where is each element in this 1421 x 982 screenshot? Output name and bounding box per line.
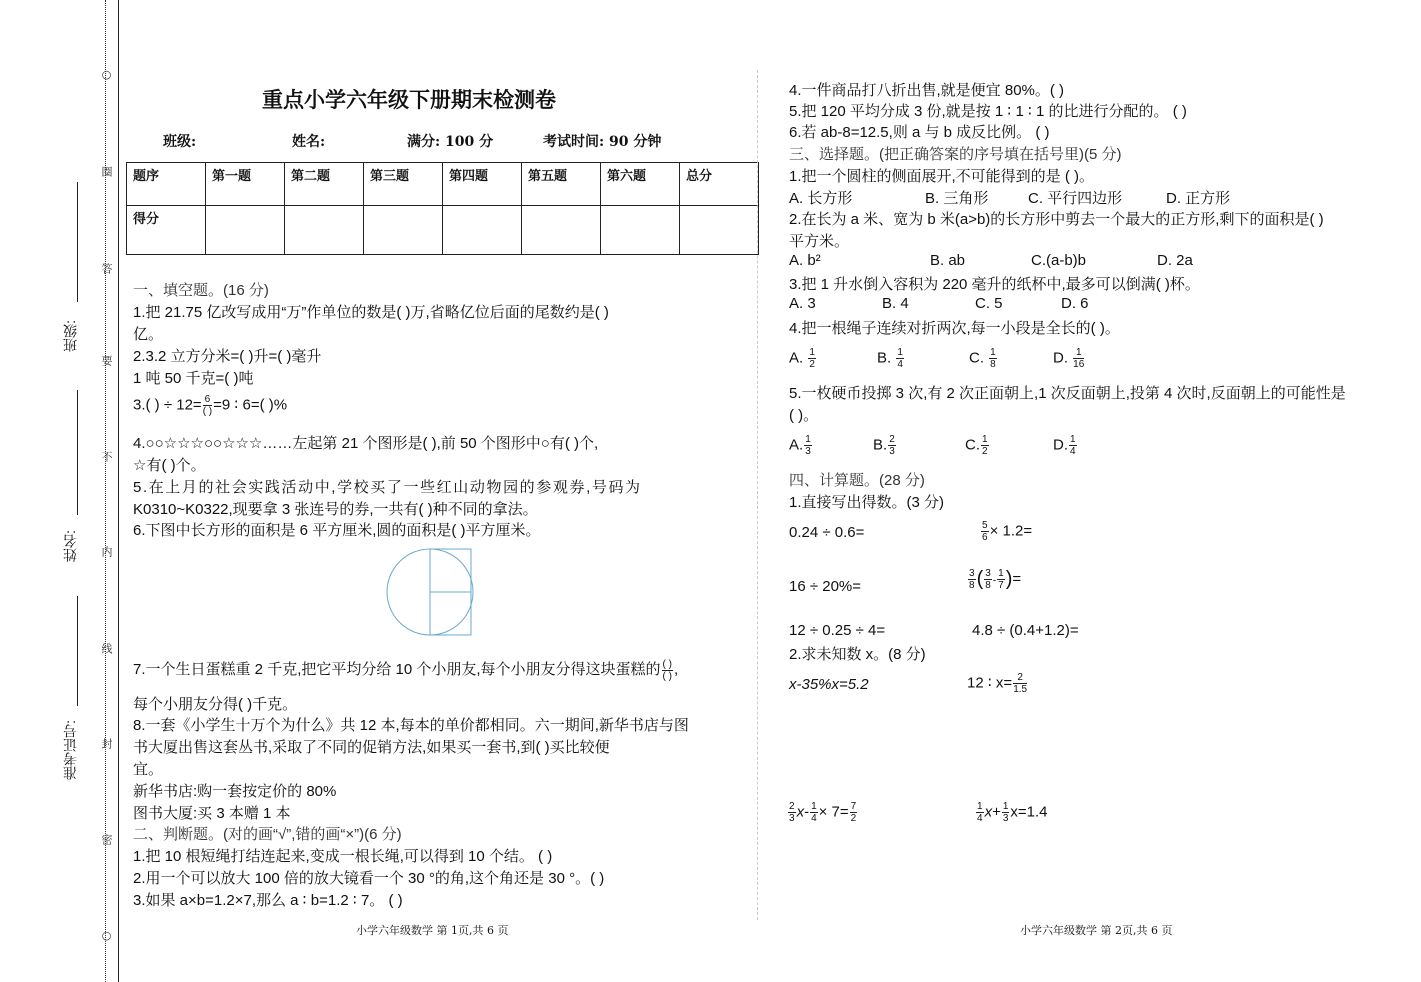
option-label: D. xyxy=(1053,436,1068,454)
section-judge-title: 二、判断题。(对的画“√”,错的画“×”)(6 分) xyxy=(133,826,402,843)
score-header: 第四题 xyxy=(443,163,522,206)
seal-char: 答 xyxy=(100,263,113,274)
score-header: 第三题 xyxy=(364,163,443,206)
frac-den: 4 xyxy=(1070,446,1076,457)
seal-char: ○ xyxy=(100,929,113,942)
frac-num: 1 xyxy=(897,347,903,358)
frac-num: 1 xyxy=(1073,347,1084,359)
score-cell[interactable] xyxy=(522,206,601,255)
score-header: 第一题 xyxy=(206,163,285,206)
q3-den: ( ) xyxy=(202,406,213,417)
option-label: A. xyxy=(789,349,804,367)
choice-1-option[interactable]: B. 三角形 xyxy=(925,190,989,207)
frac-num: 1 xyxy=(977,801,983,812)
score-header: 总分 xyxy=(680,163,759,206)
question-2a: 2.3.2 立方分米=( )升=( )毫升 xyxy=(133,348,322,365)
score-cell[interactable] xyxy=(285,206,364,255)
q7-fraction xyxy=(662,659,673,682)
frac-den: 8 xyxy=(990,359,996,370)
score-cell[interactable] xyxy=(443,206,522,255)
frac-num: 1 xyxy=(1002,801,1009,812)
option-label: B. xyxy=(873,436,888,454)
question-6: 6.下图中长方形的面积是 6 平方厘米,圆的面积是( )平方厘米。 xyxy=(133,522,541,539)
solve-1: x-35%x=5.2 xyxy=(789,676,869,693)
judge-2: 2.用一个可以放大 100 倍的放大镜看一个 30 °的角,这个角还是 30 °。( ) xyxy=(133,870,605,887)
info-class: 班级: xyxy=(163,134,197,150)
page-footer-1: 小学六年级数学 第 1页,共 6 页 xyxy=(356,924,509,937)
solve-title: 2.求未知数 x。(8 分) xyxy=(789,646,926,663)
choice-2b: 平方米。 xyxy=(789,233,850,250)
q7-den: ( ) xyxy=(662,670,672,682)
question-8c: 宜。 xyxy=(133,761,164,778)
solve-4: $\frac{1}{4}$ x+ $\frac{1}{3}$ x=1.4 xyxy=(977,801,1048,824)
choice-1-option[interactable]: A. 长方形 xyxy=(789,190,853,207)
frac-den: 16 xyxy=(1073,359,1085,370)
score-cell[interactable] xyxy=(364,206,443,255)
class-label: 班级: xyxy=(62,320,78,352)
choice-5-option[interactable] xyxy=(1053,434,1078,457)
judge-4: 4.一件商品打八折出售,就是便宜 80%。( ) xyxy=(789,82,1065,99)
choice-3-option[interactable]: B. 4 xyxy=(882,295,909,312)
q7-tail: , xyxy=(674,661,679,678)
choice-1-option[interactable]: C. 平行四边形 xyxy=(1028,190,1123,207)
frac-den: 2 xyxy=(982,446,988,457)
frac-num: 2 xyxy=(889,434,895,445)
score-header: 第五题 xyxy=(522,163,601,206)
frac-den: 2 xyxy=(850,813,857,824)
question-4b: ☆有( )个。 xyxy=(133,457,206,474)
score-header: 第二题 xyxy=(285,163,364,206)
info-name: 姓名: xyxy=(292,134,326,150)
choice-5b: ( )。 xyxy=(789,407,819,424)
choice-5-option[interactable] xyxy=(873,434,897,457)
solve-2 xyxy=(967,672,1028,695)
name-label: 姓名: xyxy=(62,530,78,562)
q3-post: =9 ∶ 6=( )% xyxy=(213,396,288,414)
e4-tail: = xyxy=(1012,570,1022,588)
seal-char: 封 xyxy=(100,738,113,749)
question-1: 1.把 21.75 亿改写成用“万”作单位的数是( )万,省略亿位后面的尾数约是( ) xyxy=(133,304,609,321)
question-5b: K0310~K0322,现要拿 3 张连号的券,一共有( )种不同的拿法。 xyxy=(133,501,538,518)
name-blank[interactable] xyxy=(77,390,78,515)
question-8a: 8.一套《小学生十万个为什么》共 12 本,每本的单价都相同。六一期间,新华书店与图 xyxy=(133,717,689,734)
frac-den: 8 xyxy=(985,580,991,591)
calc-e1: 0.24 ÷ 0.6= xyxy=(789,524,865,541)
question-7 xyxy=(133,658,678,682)
judge-3: 3.如果 a×b=1.2×7,那么 a ∶ b=1.2 ∶ 7。 ( ) xyxy=(133,892,403,909)
frac-den: 8 xyxy=(969,580,975,591)
seal-char: 线 xyxy=(100,643,113,654)
info-full-score: 满分: 100 分 xyxy=(407,134,494,150)
frac-num: 1 xyxy=(809,347,815,358)
choice-4-option[interactable] xyxy=(877,347,905,370)
seal-char: 密 xyxy=(100,834,113,845)
s4-tail: x=1.4 xyxy=(1010,803,1048,821)
frac-den: 3 xyxy=(889,446,895,457)
judge-1: 1.把 10 根短绳打结连起来,变成一根长绳,可以得到 10 个结。 ( ) xyxy=(133,848,553,865)
info-exam-time: 考试时间: 90 分钟 xyxy=(543,134,662,150)
frac-den: 3 xyxy=(805,446,811,457)
question-1-cont: 亿。 xyxy=(133,326,164,343)
score-table xyxy=(126,162,759,255)
choice-3-option[interactable]: A. 3 xyxy=(789,295,816,312)
frac-den: 4 xyxy=(811,813,817,824)
page-title: 重点小学六年级下册期末检测卷 xyxy=(262,87,556,112)
circle-rectangle-figure xyxy=(384,546,476,638)
choice-5a: 5.一枚硬币投掷 3 次,有 2 次正面朝上,1 次反面朝上,投第 4 次时,反面朝上的可能性是 xyxy=(789,385,1346,402)
solve-3: $\frac{2}{3}$ x- $\frac{1}{4}$ × 7= $\frac{7}{2}$ xyxy=(789,801,857,824)
frac-num: 1 xyxy=(990,347,996,358)
seal-char: ○ xyxy=(100,68,113,81)
choice-3: 3.把 1 升水倒入容积为 220 毫升的纸杯中,最多可以倒满( )杯。 xyxy=(789,276,1200,293)
choice-5-option[interactable] xyxy=(965,434,990,457)
frac-num: 3 xyxy=(985,568,991,579)
page-footer-2: 小学六年级数学 第 2页,共 6 页 xyxy=(1020,924,1173,937)
id-label: 准考证号: xyxy=(62,720,78,780)
section-fill-title: 一、填空题。(16 分) xyxy=(133,282,269,299)
choice-4-option[interactable] xyxy=(789,347,817,370)
q7-text: 7.一个生日蛋糕重 2 千克,把它平均分给 10 个小朋友,每个小朋友分得这块蛋糕的 xyxy=(133,661,661,678)
seal-char: 圈 xyxy=(100,166,113,177)
choice-3-option[interactable]: C. 5 xyxy=(975,295,1003,312)
question-2b: 1 吨 50 千克=( )吨 xyxy=(133,370,254,387)
calc-e3: 16 ÷ 20%= xyxy=(789,578,862,595)
frac-den: 4 xyxy=(977,813,983,824)
frac-den: 2 xyxy=(809,359,815,370)
frac-den: 7 xyxy=(998,580,1004,591)
seal-char: 内 xyxy=(100,546,113,557)
choice-2-option[interactable]: D. 2a xyxy=(1157,252,1193,269)
option-label: D. xyxy=(1053,349,1068,367)
frac-num: 1 xyxy=(982,434,988,445)
choice-2-option[interactable]: A. b² xyxy=(789,252,821,269)
s3-mid: × 7= xyxy=(818,803,849,821)
s2-pre: 12 ∶ x= xyxy=(967,674,1013,692)
calc-e2 xyxy=(980,520,1032,543)
q3-num: 6 xyxy=(204,394,211,405)
choice-2-option[interactable]: C.(a-b)b xyxy=(1031,252,1087,269)
frac-num: 1 xyxy=(811,801,817,812)
choice-4: 4.把一根绳子连续对折两次,每一小段是全长的( )。 xyxy=(789,320,1120,337)
option-label: A. xyxy=(789,436,804,454)
frac-num: 2 xyxy=(1013,672,1027,684)
binding-line xyxy=(118,0,119,982)
frac-num: 1 xyxy=(998,568,1004,579)
q3-fraction xyxy=(203,394,212,417)
seal-char: 不 xyxy=(100,451,113,462)
judge-5: 5.把 120 平均分成 3 份,就是按 1 ∶ 1 ∶ 1 的比进行分配的。 ( ) xyxy=(789,103,1187,120)
frac-den: 3 xyxy=(1002,813,1009,824)
section-calc-title: 四、计算题。(28 分) xyxy=(789,472,925,489)
frac-num: 2 xyxy=(789,801,795,812)
question-3 xyxy=(133,394,287,417)
score-header: 题序 xyxy=(127,163,206,206)
choice-2-option[interactable]: B. ab xyxy=(930,252,966,269)
q3-pre: 3.( ) ÷ 12= xyxy=(133,396,202,414)
question-4a: 4.○○☆☆☆○○☆☆☆……左起第 21 个图形是( ),前 50 个图形中○有( )个, xyxy=(133,435,599,452)
question-8e: 图书大厦:买 3 本赠 1 本 xyxy=(133,805,291,822)
page-divider xyxy=(757,70,758,920)
question-7b: 每个小朋友分得( )千克。 xyxy=(133,696,298,713)
frac-num: 1 xyxy=(805,434,811,445)
class-blank[interactable] xyxy=(77,182,78,302)
score-header: 第六题 xyxy=(601,163,680,206)
score-row-label: 得分 xyxy=(127,206,206,255)
calc-e6: 4.8 ÷ (0.4+1.2)= xyxy=(972,622,1079,639)
option-label: C. xyxy=(965,436,980,454)
frac-den: 4 xyxy=(897,359,903,370)
option-label: B. xyxy=(877,349,892,367)
option-label: C. xyxy=(969,349,984,367)
choice-5-option[interactable] xyxy=(789,434,813,457)
choice-2a: 2.在长为 a 米、宽为 b 米(a>b)的长方形中剪去一个最大的正方形,剩下的面积是( ) xyxy=(789,211,1324,228)
choice-4-option[interactable] xyxy=(1053,347,1085,370)
score-cell[interactable] xyxy=(680,206,759,255)
choice-1: 1.把一个圆柱的侧面展开,不可能得到的是 ( )。 xyxy=(789,168,1095,185)
id-blank[interactable] xyxy=(77,596,78,706)
calc-e4: $\frac{3}{8}$ ( $\frac{3}{8}$ - $\frac{1}{7}$ )= xyxy=(969,568,1022,591)
judge-6: 6.若 ab-8=12.5,则 a 与 b 成反比例。 ( ) xyxy=(789,124,1050,141)
question-8d: 新华书店:购一套按定价的 80% xyxy=(133,783,337,800)
choice-4-option[interactable] xyxy=(969,347,998,370)
frac-num: 1 xyxy=(1070,434,1076,445)
q7-num: ( ) xyxy=(662,658,672,670)
choice-3-option[interactable]: D. 6 xyxy=(1061,295,1089,312)
score-cell[interactable] xyxy=(206,206,285,255)
frac-num: 7 xyxy=(850,801,857,812)
e2-tail: × 1.2= xyxy=(989,522,1033,540)
calc-direct-title: 1.直接写出得数。(3 分) xyxy=(789,494,945,511)
question-8b: 书大厦出售这套丛书,采取了不同的促销方法,如果买一套书,到( )买比较便 xyxy=(133,739,610,756)
choice-1-option[interactable]: D. 正方形 xyxy=(1166,190,1231,207)
seal-char: 要 xyxy=(100,355,113,366)
question-5a: 5.在上月的社会实践活动中,学校买了一些红山动物园的参观券,号码为 xyxy=(133,479,642,496)
frac-den: 3 xyxy=(789,813,795,824)
section-choice-title: 三、选择题。(把正确答案的序号填在括号里)(5 分) xyxy=(789,146,1122,163)
frac-num: 5 xyxy=(982,520,988,531)
frac-den: 1.5 xyxy=(1013,684,1028,695)
score-cell[interactable] xyxy=(601,206,680,255)
frac-num: 3 xyxy=(969,568,975,579)
frac-den: 6 xyxy=(982,532,988,543)
calc-e5: 12 ÷ 0.25 ÷ 4= xyxy=(789,622,886,639)
